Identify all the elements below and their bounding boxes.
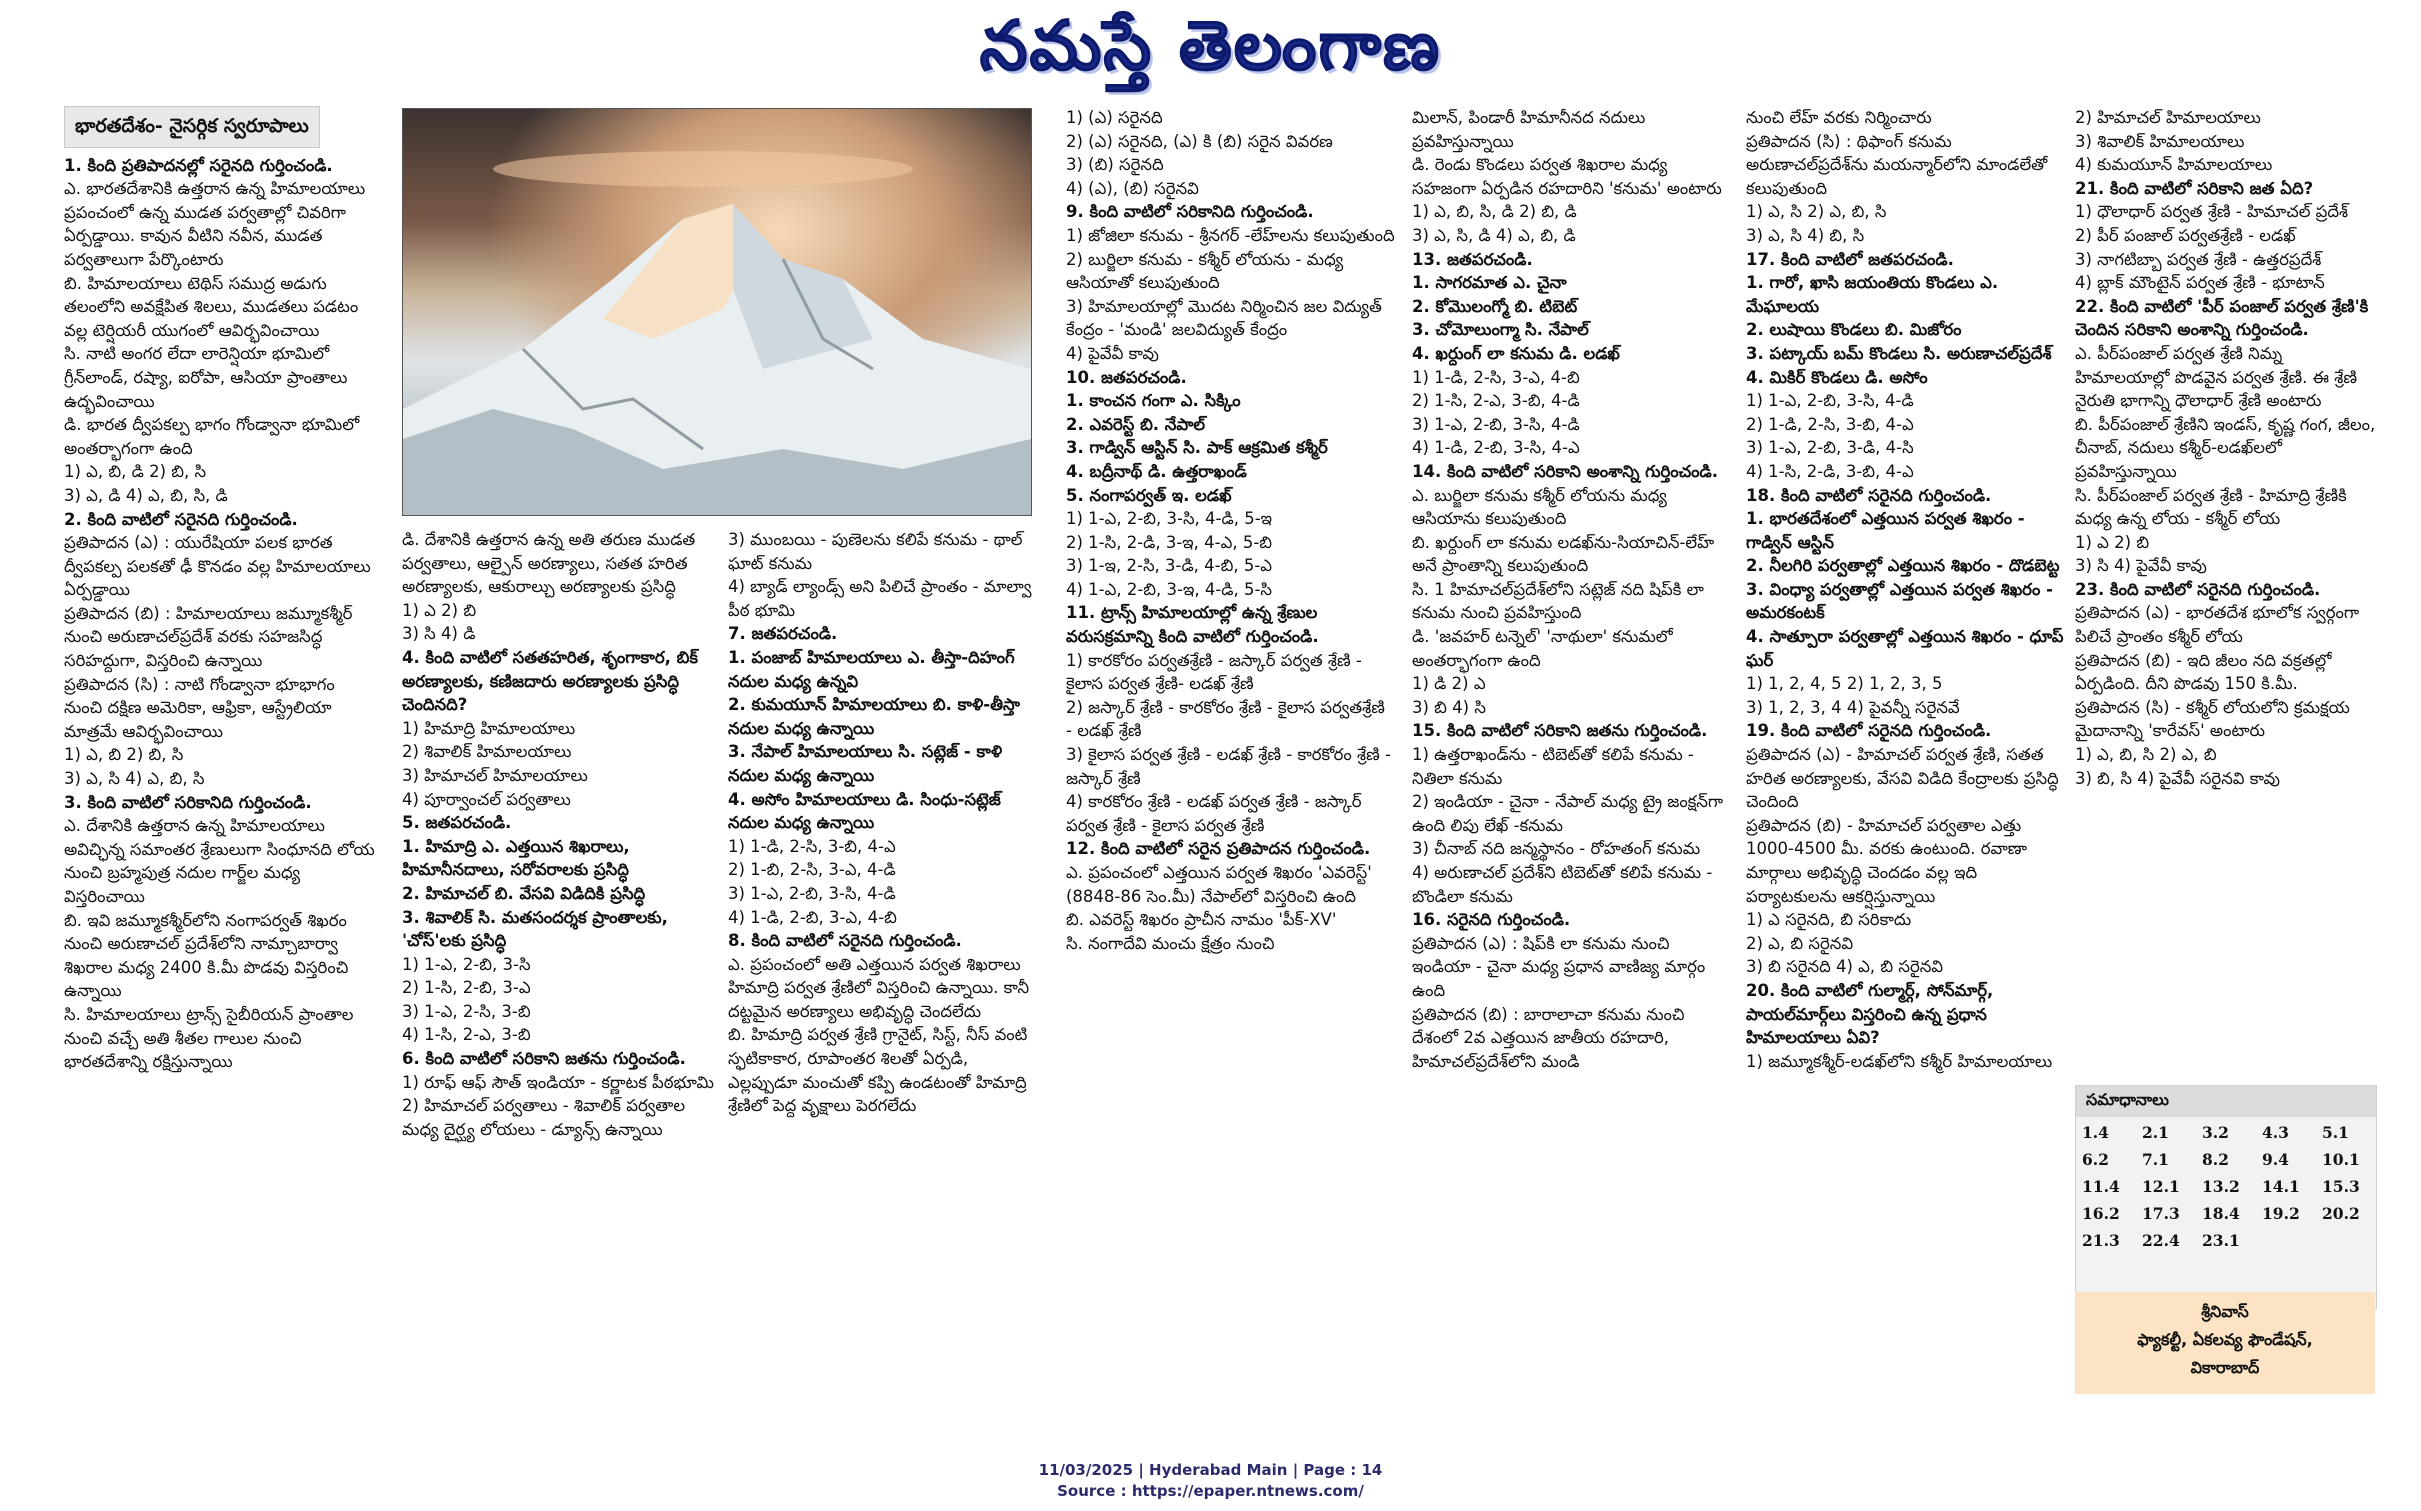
- paragraph: 1) ఎ, బి, డి 2) బి, సి: [64, 462, 207, 482]
- paragraph: 1) ఎ 2) బి: [2075, 532, 2150, 552]
- paragraph: ప్రతిపాదన (ఎ) : యురేషియా పలక భారత ద్వీపకల్ప పలకతో ఢీ కొనడం వల్ల హిమాలయాలు ఏర్పడ్డాయి: [64, 533, 371, 600]
- paragraph: 1) 1-ఎ, 2-బి, 3-సి, 4-డి: [1746, 391, 1914, 411]
- paragraph: 5. నంగాపర్వత్ ఇ. లడఖ్: [1066, 485, 1232, 505]
- paragraph: 4. అసోం హిమాలయాలు డి. సింధు-సట్లెజ్ నదుల మధ్య ఉన్నాయి: [728, 789, 1001, 833]
- paragraph: 9. కింది వాటిలో సరికానిది గుర్తించండి.: [1066, 202, 1314, 222]
- paragraph: 1) ధౌలాధార్ పర్వత శ్రేణి - హిమాచల్ ప్రదేశ్: [2075, 202, 2349, 222]
- paragraph: డి. రెండు కొండలు పర్వత శిఖరాల మధ్య సహజంగా ఏర్పడిన రహదారిని 'కనుమ' అంటారు: [1412, 155, 1722, 198]
- paragraph: 4. ఖర్దుంగ్ లా కనుమ డి. లడఖ్: [1412, 343, 1620, 363]
- paragraph: 1. పంజాబ్ హిమాలయాలు ఎ. తీస్తా-దిహంగ్ నదుల మధ్య ఉన్నవి: [728, 647, 1015, 691]
- answer-cell: 9.4: [2262, 1150, 2289, 1169]
- paragraph: 3. శివాలిక్ సి. మతసందర్శక ప్రాంతాలకు, 'చోస్'లకు ప్రసిద్ధి: [402, 907, 668, 951]
- paragraph: 1) 1-డి, 2-సి, 3-బి, 4-ఎ: [728, 836, 896, 856]
- paragraph: 4. సాత్పూరా పర్వతాల్లో ఎత్తయిన శిఖరం - ధూప్ ఘర్: [1746, 627, 2064, 670]
- paragraph: 3. నేపాల్ హిమాలయాలు సి. సట్లెజ్ - కాళి నదుల మధ్య ఉన్నాయి: [728, 742, 1003, 785]
- paragraph: 2. ఎవరెస్ట్ బి. నేపాల్: [1066, 414, 1206, 434]
- paragraph: 4) 1-డి, 2-బి, 3-సి, 4-ఎ: [1412, 438, 1580, 458]
- paragraph: 1. హిమాద్రి ఎ. ఎత్తయిన శిఖరాలు, హిమానీనదాలు, సరోవరాలకు ప్రసిద్ధి: [402, 836, 630, 880]
- paragraph: ప్రతిపాదన (సి) : నాటి గోండ్వానా భూభాగం నుంచి దక్షిణ అమెరికా, ఆఫ్రికా, ఆస్ట్రేలియా మాత్రమే ఆవిర్భవించాయి: [64, 674, 335, 741]
- paragraph: 2) హిమాచల్ పర్వతాలు - శివాలిక్ పర్వతాల మధ్య దైర్ఘ్య లోయలు - డ్యూన్స్ ఉన్నాయి: [402, 1096, 686, 1139]
- paragraph: ప్రతిపాదన (బి) - ఇది జీలం నది వక్రతల్లో ఏర్పడింది. దీని పొడవు 150 కి.మీ.: [2075, 650, 2332, 694]
- paragraph: 3) ఎ, సి, డి 4) ఎ, బి, డి: [1412, 225, 1576, 245]
- paragraph: 3) 1, 2, 3, 4 4) పైవన్నీ సరైనవే: [1746, 697, 1960, 717]
- paragraph: ఎ. దేశానికి ఉత్తరాన ఉన్న హిమాలయాలు అవిచ్ఛిన్న సమాంతర శ్రేణులుగా సింధూనది లోయ నుంచి బ్రహ్మపుత్ర నదుల గార్జ్‌ల మధ్య విస్తరించాయి: [64, 816, 375, 906]
- answer-cell: 14.1: [2262, 1177, 2300, 1196]
- paragraph: 2. లుషాయి కొండలు బి. మిజోరం: [1746, 320, 1962, 340]
- paragraph: 1) ఎ సరైనది, బి సరికాదు: [1746, 910, 1912, 930]
- paragraph: బి. ఇవి జమ్మూకశ్మీర్‌లోని నంగాపర్వత్ శిఖరం నుంచి అరుణాచల్ ప్రదేశ్‌లోని నామ్చాబార్వా శిఖరాల మధ్య 2400 కి.మీ పొడవు విస్తరించి ఉన్నాయి: [64, 910, 349, 1001]
- paragraph: 20. కింది వాటిలో గుల్మార్గ్, సోన్‌మార్గ్, పాయల్‌మార్గ్‌లు విస్తరించి ఉన్న ప్రధాన హిమాలయాలు ఏవి?: [1746, 980, 1994, 1048]
- paragraph: 3) ఎ, డి 4) ఎ, బి, సి, డి: [64, 485, 228, 505]
- column-5: [1412, 106, 1732, 1416]
- paragraph: 1) ఉత్తరాఖండ్‌ను - టిబెట్‌తో కలిపే కనుమ - నితిలా కనుమ: [1412, 745, 1694, 788]
- paragraph: డి. భారత ద్వీపకల్ప భాగం గోండ్వానా భూమిలో అంతర్భాగంగా ఉంది: [64, 415, 360, 458]
- answer-cell: [2256, 1227, 2316, 1254]
- paragraph: 5. జతపరచండి.: [402, 813, 512, 833]
- paragraph: 1. కాంచన గంగా ఎ. సిక్కిం: [1066, 391, 1241, 411]
- paragraph: బి. హిమాద్రి పర్వత శ్రేణి గ్రానైట్, సిస్ట్, నీస్ వంటి స్ఫటికాకార, రూపాంతర శిలతో ఏర్పడి, ఎల్లప్పుడూ మంచుతో కప్పి ఉండటంతో హిమాద్రి శ్రేణిలో పెద్ద వృక్షాలు పెరగలేదు: [728, 1025, 1028, 1116]
- paragraph: 2. కుమయూన్ హిమాలయాలు బి. కాళి-తీస్తా నదుల మధ్య ఉన్నాయి: [728, 695, 1021, 738]
- paragraph: డి. 'జవహర్ టన్నెల్' 'నాథులా' కనుమలో అంతర్భాగంగా ఉంది: [1412, 627, 1673, 670]
- paragraph: 2) ఎ, బి సరైనవి: [1746, 933, 1854, 953]
- column-7: [2075, 106, 2380, 1066]
- paragraph: 3) 1-ఇ, 2-సి, 3-డి, 4-బి, 5-ఎ: [1066, 556, 1273, 576]
- paragraph: బి. హిమాలయాలు టెథిస్ సముద్ర అడుగు తలంలోని అవక్షేపిత శిలలు, ముడతలు పడటం వల్ల టెర్షియరీ యుగంలో ఆవిర్భవించాయి: [64, 273, 359, 340]
- paragraph: ప్రతిపాదన (ఎ) - హిమాచల్ పర్వత శ్రేణి, సతత హరిత అరణ్యాలకు, వేసవి విడిది కేంద్రాలకు ప్రసిద్ధి చెందింది: [1746, 745, 2059, 812]
- paragraph: 3) బి 4) సి: [1412, 697, 1486, 717]
- paragraph: 4) 1-సి, 2-డి, 3-బి, 4-ఎ: [1746, 461, 1914, 481]
- paragraph: 17. కింది వాటిలో జతపరచండి.: [1746, 249, 1954, 269]
- answer-cell: 2.1: [2142, 1123, 2169, 1142]
- paragraph: 1) ఎ, బి 2) బి, సి: [64, 745, 184, 765]
- paragraph: 2) 1-సి, 2-ఎ, 3-బి, 4-డి: [1412, 391, 1580, 411]
- answers-row: [2076, 1200, 2376, 1227]
- answer-cell: 4.3: [2262, 1123, 2289, 1142]
- paragraph: 3) 1-ఎ, 2-బి, 3-సి, 4-డి: [1412, 414, 1580, 434]
- answer-cell: 5.1: [2322, 1123, 2349, 1142]
- paragraph: 2) జస్కార్ శ్రేణి - కారకోరం శ్రేణి - కైలాస పర్వతశ్రేణి - లడఖ్ శ్రేణి: [1066, 697, 1385, 741]
- paragraph: 4) కుమయూన్ హిమాలయాలు: [2075, 155, 2273, 175]
- paragraph: బి. ఎవరెస్ట్ శిఖరం ప్రాచీన నామం 'పీక్-XV': [1066, 910, 1337, 930]
- answer-cell: [2316, 1227, 2376, 1254]
- paragraph: 3. వింధ్యా పర్వతాల్లో ఎత్తయిన పర్వత శిఖరం - అమరకంటక్: [1746, 579, 2053, 623]
- masthead-title: నమస్తే తెలంగాణ: [979, 6, 1442, 86]
- paragraph: 10. జతపరచండి.: [1066, 367, 1187, 387]
- paragraph: 3) (బి) సరైనది: [1066, 155, 1164, 175]
- answer-cell: 23.1: [2202, 1231, 2240, 1250]
- paragraph: 3) బి సరైనది 4) ఎ, బి సరైనవి: [1746, 957, 1944, 977]
- paragraph: ఎ. ప్రపంచంలో ఎత్తయిన పర్వత శిఖరం 'ఎవరెస్ట్' (8848-86 సెం.మీ) నేపాల్‌లో విస్తరించి ఉంది: [1066, 863, 1372, 906]
- answer-cell: 10.1: [2322, 1150, 2360, 1169]
- paragraph: 4) 1-సి, 2-ఎ, 3-బి: [402, 1025, 531, 1045]
- paragraph: 1) కారకోరం పర్వతశ్రేణి - జస్కార్ పర్వత శ్రేణి - కైలాస పర్వత శ్రేణి- లడఖ్ శ్రేణి: [1066, 650, 1362, 694]
- paragraph: సి. పీర్‌పంజాల్ పర్వత శ్రేణి - హిమాద్రి శ్రేణికి మధ్య ఉన్న లోయ - కశ్మీర్ లోయ: [2075, 485, 2347, 529]
- answer-cell: 6.2: [2082, 1150, 2109, 1169]
- column-2: [402, 528, 716, 1408]
- paragraph: 2) పీర్ పంజాల్ పర్వతశ్రేణి - లడఖ్: [2075, 225, 2296, 245]
- answers-row: [2076, 1146, 2376, 1173]
- paragraph: 22. కింది వాటిలో 'పీర్ పంజాల్ పర్వత శ్రేణి'కి చెందిన సరికాని అంశాన్ని గుర్తించండి.: [2075, 296, 2369, 340]
- paragraph: 4) పైవేవీ కావు: [1066, 343, 1159, 363]
- column-4-text: [1066, 106, 1396, 955]
- answers-box: [2075, 1085, 2377, 1309]
- paragraph: 1) జోజిలా కనుమ - శ్రీనగర్ -లేహ్‌లను కలుపుతుంది: [1066, 225, 1395, 245]
- paragraph: ప్రతిపాదన (సి) - కశ్మీర్ లోయలోని క్రమక్షయ మైదానాన్ని 'కారేవస్' అంటారు: [2075, 697, 2350, 741]
- paragraph: 6. కింది వాటిలో సరికాని జతను గుర్తించండి.: [402, 1049, 686, 1069]
- paragraph: 14. కింది వాటిలో సరికాని అంశాన్ని గుర్తించండి.: [1412, 461, 1719, 481]
- paragraph: 3. చోమోలుంగ్మా సి. నేపాల్: [1412, 320, 1589, 340]
- paragraph: 3) 1-ఎ, 2-బి, 3-సి, 4-డి: [728, 883, 896, 903]
- paragraph: 2. నీలగిరి పర్వతాల్లో ఎత్తయిన శిఖరం - దొడబెట్ట: [1746, 556, 2060, 576]
- column-3: [728, 528, 1034, 1408]
- masthead: [0, 6, 2421, 102]
- paragraph: ప్రతిపాదన (ఎ) : షిప్‌కి లా కనుమ నుంచి ఇండియా - చైనా మధ్య ప్రధాన వాణిజ్య మార్గం ఉంది: [1412, 933, 1706, 1000]
- column-4: [1066, 106, 1396, 1416]
- answer-cell: 11.4: [2082, 1177, 2120, 1196]
- paragraph: 3) నాగటిబ్బా పర్వత శ్రేణి - ఉత్తరప్రదేశ్: [2075, 249, 2322, 269]
- paragraph: ప్రతిపాదన (ఎ) - భారతదేశ భూలోక స్వర్గంగా పిలిచే ప్రాంతం కశ్మీర్ లోయ: [2075, 603, 2360, 647]
- paragraph: 3) బి, సి 4) పైవేవీ సరైనవి కావు: [2075, 768, 2281, 788]
- footer-source: Source : https://epaper.ntnews.com/: [1057, 1482, 1364, 1500]
- paragraph: 4) కారకోరం శ్రేణి - లడఖ్ పర్వత శ్రేణి - జస్కార్ పర్వత శ్రేణి - కైలాస పర్వత శ్రేణి: [1066, 792, 1362, 835]
- paragraph: 2. కింది వాటిలో సరైనది గుర్తించండి.: [64, 509, 298, 529]
- paragraph: 2. కోమొలంగ్మో బి. టిబెట్: [1412, 296, 1578, 316]
- paragraph: 1) 1-డి, 2-సి, 3-ఎ, 4-బి: [1412, 367, 1580, 387]
- paragraph: 16. సరైనది గుర్తించండి.: [1412, 910, 1571, 930]
- paragraph: 4) 1-ఎ, 2-బి, 3-ఇ, 4-డి, 5-సి: [1066, 579, 1273, 599]
- author-designation: ఫ్యాకల్టీ, ఏకలవ్య ఫౌండేషన్,: [2137, 1330, 2313, 1349]
- paragraph: 4) పూర్వాంచల్ పర్వతాలు: [402, 789, 571, 809]
- paragraph: 21. కింది వాటిలో సరికాని జత ఏది?: [2075, 178, 2314, 198]
- paragraph: 1) ఎ, బి, సి 2) ఎ, బి: [2075, 745, 2217, 765]
- answer-cell: 12.1: [2142, 1177, 2180, 1196]
- column-1: [64, 106, 376, 1416]
- paragraph: 15. కింది వాటిలో సరికాని జతను గుర్తించండి.: [1412, 721, 1708, 741]
- answer-cell: 18.4: [2202, 1204, 2240, 1223]
- answer-cell: 16.2: [2082, 1204, 2120, 1223]
- paragraph: 2) (ఎ) సరైనది, (ఎ) కి (బి) సరైన వివరణ: [1066, 131, 1333, 151]
- paragraph: 1) 1, 2, 4, 5 2) 1, 2, 3, 5: [1746, 674, 1943, 694]
- paragraph: 1. సాగరమాత ఎ. చైనా: [1412, 273, 1567, 293]
- paragraph: 4. బద్రీనాథ్ డి. ఉత్తరాఖండ్: [1066, 461, 1247, 481]
- paragraph: 2) ఇండియా - చైనా - నేపాల్ మధ్య ట్రై జంక్షన్‌గా ఉంది లిపు లేఖ్ -కనుమ: [1412, 792, 1724, 835]
- paragraph: 1. కింది ప్రతిపాదనల్లో సరైనది గుర్తించండి.: [64, 155, 333, 175]
- paragraph: 1. భారతదేశంలో ఎత్తయిన పర్వత శిఖరం - గాడ్విన్ ఆస్టిన్: [1746, 509, 2025, 552]
- paragraph: 4. మికిర్ కొండలు డి. అసోం: [1746, 367, 1928, 387]
- paragraph: 2) 1-సి, 2-డి, 3-ఇ, 4-ఎ, 5-బి: [1066, 532, 1273, 552]
- paragraph: నుంచి లేహ్ వరకు నిర్మించారు: [1746, 108, 1932, 127]
- paragraph: డి. దేశానికి ఉత్తరాన ఉన్న అతి తరుణ ముడత పర్వతాలు, ఆల్పైన్ అరణ్యాలు, సతత హరిత అరణ్యాలకు, ఆకురాల్చు అరణ్యాలకు ప్రసిద్ధి: [402, 530, 696, 597]
- answer-cell: 1.4: [2082, 1123, 2109, 1142]
- answers-row: [2076, 1227, 2376, 1254]
- paragraph: సి. నంగాదేవి మంచు క్షేత్రం నుంచి: [1066, 933, 1275, 953]
- answer-cell: 22.4: [2142, 1231, 2180, 1250]
- paragraph: ప్రతిపాదన (సి) : థిఫాంగ్ కనుమ అరుణాచల్‌ప్రదేశ్‌ను మయన్మార్‌లోని మాండలేతో కలుపుతుంది: [1746, 131, 2048, 198]
- paragraph: బి. ఖర్దుంగ్ లా కనుమ లడఖ్‌ను-సియాచిన్-లేహ్ అనే ప్రాంతాన్ని కలుపుతుంది: [1412, 532, 1715, 576]
- paragraph: 3) సి 4) పైవేవీ కావు: [2075, 556, 2207, 576]
- paragraph: బి. పీర్‌పంజాల్ శ్రేణిని ఇండస్, కృష్ణ గంగ, జీలం, చీనాబ్, నదులు కశ్మీర్-లడఖ్‌లలో ప్రవహిస్తున్నాయి: [2075, 414, 2376, 481]
- paragraph: 3) హిమాలయాల్లో మొదట నిర్మించిన జల విద్యుత్ కేంద్రం - 'మండి' జలవిద్యుత్ కేంద్రం: [1066, 296, 1382, 340]
- paragraph: సి. హిమాలయాలు ట్రాన్స్ సైబీరియన్ ప్రాంతాల నుంచి వచ్చే అతి శీతల గాలుల నుంచి భారతదేశాన్ని రక్షిస్తున్నాయి: [64, 1004, 354, 1072]
- section-heading: భారతదేశం- నైసర్గిక స్వరూపాలు: [64, 106, 320, 148]
- paragraph: 3) సి 4) డి: [402, 624, 476, 644]
- paragraph: 1) (ఎ) సరైనది: [1066, 108, 1163, 127]
- paragraph: 4. కింది వాటిలో సతతహరిత, శృంగాకార, బిక్ అరణ్యాలకు, కణిజదారు అరణ్యాలకు ప్రసిద్ధి చెందినది?: [402, 647, 698, 715]
- paragraph: 4) 1-డి, 2-బి, 3-ఎ, 4-బి: [728, 907, 897, 927]
- answer-cell: 15.3: [2322, 1177, 2360, 1196]
- answers-table: [2076, 1119, 2376, 1254]
- column-6-text: [1746, 106, 2064, 1073]
- paragraph: 1) 1-ఎ, 2-బి, 3-సి, 4-డి, 5-ఇ: [1066, 509, 1273, 529]
- answer-cell: 3.2: [2202, 1123, 2229, 1142]
- answer-cell: 13.2: [2202, 1177, 2240, 1196]
- paragraph: 3) కైలాస పర్వత శ్రేణి - లడఖ్ శ్రేణి - కారకోరం శ్రేణి - జస్కార్ శ్రేణి: [1066, 745, 1391, 788]
- paragraph: 3. పట్కాయ్ బమ్ కొండలు సి. అరుణాచల్‌ప్రదేశ్: [1746, 343, 2052, 363]
- answer-cell: 20.2: [2322, 1204, 2360, 1223]
- paragraph: 1) హిమాద్రి హిమాలయాలు: [402, 718, 576, 738]
- paragraph: మిలాన్, పిండారీ హిమానీనద నదులు ప్రవహిస్తున్నాయి: [1412, 108, 1646, 151]
- answer-cell: 8.2: [2202, 1150, 2229, 1169]
- paragraph: ఎ. ప్రపంచంలో అతి ఎత్తయిన పర్వత శిఖరాలు హిమాద్రి పర్వత శ్రేణిలో విస్తరించి ఉన్నాయి. కానీ దట్టమైన అరణ్యాలు అభివృద్ధి చెందలేదు: [728, 954, 1030, 1021]
- paragraph: 3) 1-ఎ, 2-సి, 3-బి: [402, 1001, 531, 1021]
- paragraph: 3) ముంబయి - పుణెలను కలిపే కనుమ - థాల్ ఘాట్ కనుమ: [728, 530, 1023, 573]
- paragraph: 1) జమ్మూకశ్మీర్-లడఖ్‌లోని కశ్మీర్ హిమాలయాలు: [1746, 1051, 2053, 1071]
- paragraph: 1) ఎ 2) బి: [402, 600, 477, 620]
- paragraph: ప్రతిపాదన (బి) - హిమాచల్ పర్వతాల ఎత్తు 1000-4500 మీ. వరకు ఉంటుంది. రవాణా మార్గాలు అభివృద్ధి చెందడం వల్ల ఇది పర్యాటకులను ఆకర్షిస్తున్నాయి: [1746, 815, 2027, 906]
- answers-row: [2076, 1119, 2376, 1146]
- column-6: [1746, 106, 2064, 1416]
- column-5-text: [1412, 106, 1732, 1073]
- paragraph: 4) అరుణాచల్ ప్రదేశ్‌ని టిబెట్‌తో కలిపే కనుమ - బొండిలా కనుమ: [1412, 863, 1713, 906]
- paragraph: సి. 1 హిమాచల్‌ప్రదేశ్‌లోని సట్లెజ్ నది షిప్‌కి లా కనుమ నుంచి ప్రవహిస్తుంది: [1412, 579, 1704, 623]
- paragraph: 13. జతపరచండి.: [1412, 249, 1533, 269]
- paragraph: 3) 1-ఎ, 2-బి, 3-డి, 4-సి: [1746, 438, 1914, 458]
- answer-cell: 17.3: [2142, 1204, 2180, 1223]
- answers-row: [2076, 1173, 2376, 1200]
- paragraph: 3) శివాలిక్ హిమాలయాలు: [2075, 131, 2245, 151]
- paragraph: 1) రూఫ్ ఆఫ్ సౌత్ ఇండియా - కర్ణాటక పీఠభూమి: [402, 1072, 714, 1092]
- paragraph: ఎ. భారతదేశానికి ఉత్తరాన ఉన్న హిమాలయాలు ప్రపంచంలో ఉన్న ముడత పర్వతాల్లో చివరిగా ఏర్పడ్డాయి. కావున వీటిని నవీన, ముడత పర్వతాలుగా పేర్కొంటారు: [64, 179, 366, 269]
- paragraph: 4) (ఎ), (బి) సరైనవి: [1066, 178, 1199, 198]
- paragraph: 2) 1-బి, 2-సి, 3-ఎ, 4-డి: [728, 860, 896, 880]
- paragraph: ప్రతిపాదన (బి) : బారాలాచా కనుమ నుంచి దేశంలో 2వ ఎత్తయిన జాతీయ రహదారి, హిమాచల్‌ప్రదేశ్‌లోని మండి: [1412, 1004, 1685, 1071]
- paragraph: 2. హిమాచల్ బి. వేసవి విడిదికి ప్రసిద్ధి: [402, 883, 646, 903]
- paragraph: 1. గారో, ఖాసి జయంతియ కొండలు ఎ. మేఘాలయ: [1746, 273, 1999, 316]
- paragraph: 1) ఎ, బి, సి, డి 2) బి, డి: [1412, 202, 1577, 222]
- paragraph: 11. ట్రాన్స్ హిమాలయాల్లో ఉన్న శ్రేణుల వరుసక్రమాన్ని కింది వాటిలో గుర్తించండి.: [1066, 603, 1319, 647]
- paragraph: 23. కింది వాటిలో సరైనది గుర్తించండి.: [2075, 579, 2321, 599]
- column-7-text: [2075, 106, 2380, 790]
- paragraph: 4) బ్లాక్ మౌంటైన్ పర్వత శ్రేణి - భూటాన్: [2075, 273, 2325, 293]
- answer-cell: 7.1: [2142, 1150, 2169, 1169]
- paragraph: ప్రతిపాదన (బి) : హిమాలయాలు జమ్మూకశ్మీర్ నుంచి అరుణాచల్‌ప్రదేశ్ వరకు సహజసిద్ధ సరిహద్దుగా, విస్తరించి ఉన్నాయి: [64, 603, 353, 671]
- paragraph: 19. కింది వాటిలో సరైనది గుర్తించండి.: [1746, 721, 1992, 741]
- paragraph: 2) బుర్జిలా కనుమ - కశ్మీర్ లోయను - మధ్య ఆసియాతో కలుపుతుంది: [1066, 249, 1344, 293]
- answer-cell: 19.2: [2262, 1204, 2300, 1223]
- paragraph: 3) చీనాబ్ నది జన్మస్థానం - రోహతంగ్ కనుమ: [1412, 839, 1701, 859]
- paragraph: 3) ఎ, సి 4) బి, సి: [1746, 225, 1865, 245]
- column-1-text: [64, 154, 376, 1074]
- paragraph: 2) శివాలిక్ హిమాలయాలు: [402, 742, 572, 762]
- column-2-text: [402, 528, 716, 1141]
- author-box: [2075, 1292, 2375, 1394]
- paragraph: 12. కింది వాటిలో సరైన ప్రతిపాదన గుర్తించండి.: [1066, 839, 1371, 859]
- paragraph: 18. కింది వాటిలో సరైనది గుర్తించండి.: [1746, 485, 1992, 505]
- page-footer: [0, 1460, 2421, 1502]
- paragraph: ఎ. పీర్‌పంజాల్ పర్వత శ్రేణి నిమ్న హిమాలయాల్లో పొడవైన పర్వత శ్రేణి. ఈ శ్రేణి నైరుతి భాగాన్ని ధౌలాధార్ శ్రేణి అంటారు: [2075, 343, 2357, 411]
- paragraph: 8. కింది వాటిలో సరైనది గుర్తించండి.: [728, 931, 962, 951]
- paragraph: 7. జతపరచండి.: [728, 624, 838, 644]
- paragraph: 2) 1-సి, 2-బి, 3-ఎ: [402, 978, 531, 998]
- footer-dateline: 11/03/2025 | Hyderabad Main | Page : 14: [1038, 1461, 1383, 1479]
- paragraph: 3) హిమాచల్ హిమాలయాలు: [402, 765, 588, 785]
- author-place: వికారాబాద్: [2190, 1358, 2260, 1377]
- himalaya-mountain-photo: [402, 108, 1032, 516]
- column-3-text: [728, 528, 1034, 1118]
- paragraph: 1) 1-ఎ, 2-బి, 3-సి: [402, 954, 531, 974]
- paragraph: 3) ఎ, సి 4) ఎ, బి, సి: [64, 769, 205, 789]
- paragraph: 4) బ్యాడ్ ల్యాండ్స్ అని పిలిచే ప్రాంతం - మాల్వా పీఠ భూమి: [728, 577, 1032, 620]
- paragraph: 3. కింది వాటిలో సరికానిది గుర్తించండి.: [64, 792, 312, 812]
- paragraph: 3. గాడ్విన్ ఆస్టిన్ సి. పాక్ ఆక్రమిత కశ్మీర్: [1066, 438, 1328, 458]
- paragraph: సి. నాటి అంగర లేదా లారెన్షియా భూమిలో గ్రీన్‌లాండ్, రష్యా, ఐరోపా, ఆసియా ప్రాంతాలు ఉద్భవించాయి: [64, 344, 348, 411]
- paragraph: ఎ. బుర్జిలా కనుమ కశ్మీర్ లోయను మధ్య ఆసియాను కలుపుతుంది: [1412, 485, 1667, 529]
- answers-title: సమాధానాలు: [2076, 1086, 2376, 1117]
- author-name: శ్రీనివాస్: [2201, 1302, 2249, 1321]
- paragraph: 2) 1-డి, 2-సి, 3-బి, 4-ఎ: [1746, 414, 1914, 434]
- answer-cell: 21.3: [2082, 1231, 2120, 1250]
- paragraph: 1) డి 2) ఎ: [1412, 674, 1486, 694]
- paragraph: 2) హిమాచల్ హిమాలయాలు: [2075, 108, 2261, 127]
- paragraph: 1) ఎ, సి 2) ఎ, బి, సి: [1746, 202, 1887, 222]
